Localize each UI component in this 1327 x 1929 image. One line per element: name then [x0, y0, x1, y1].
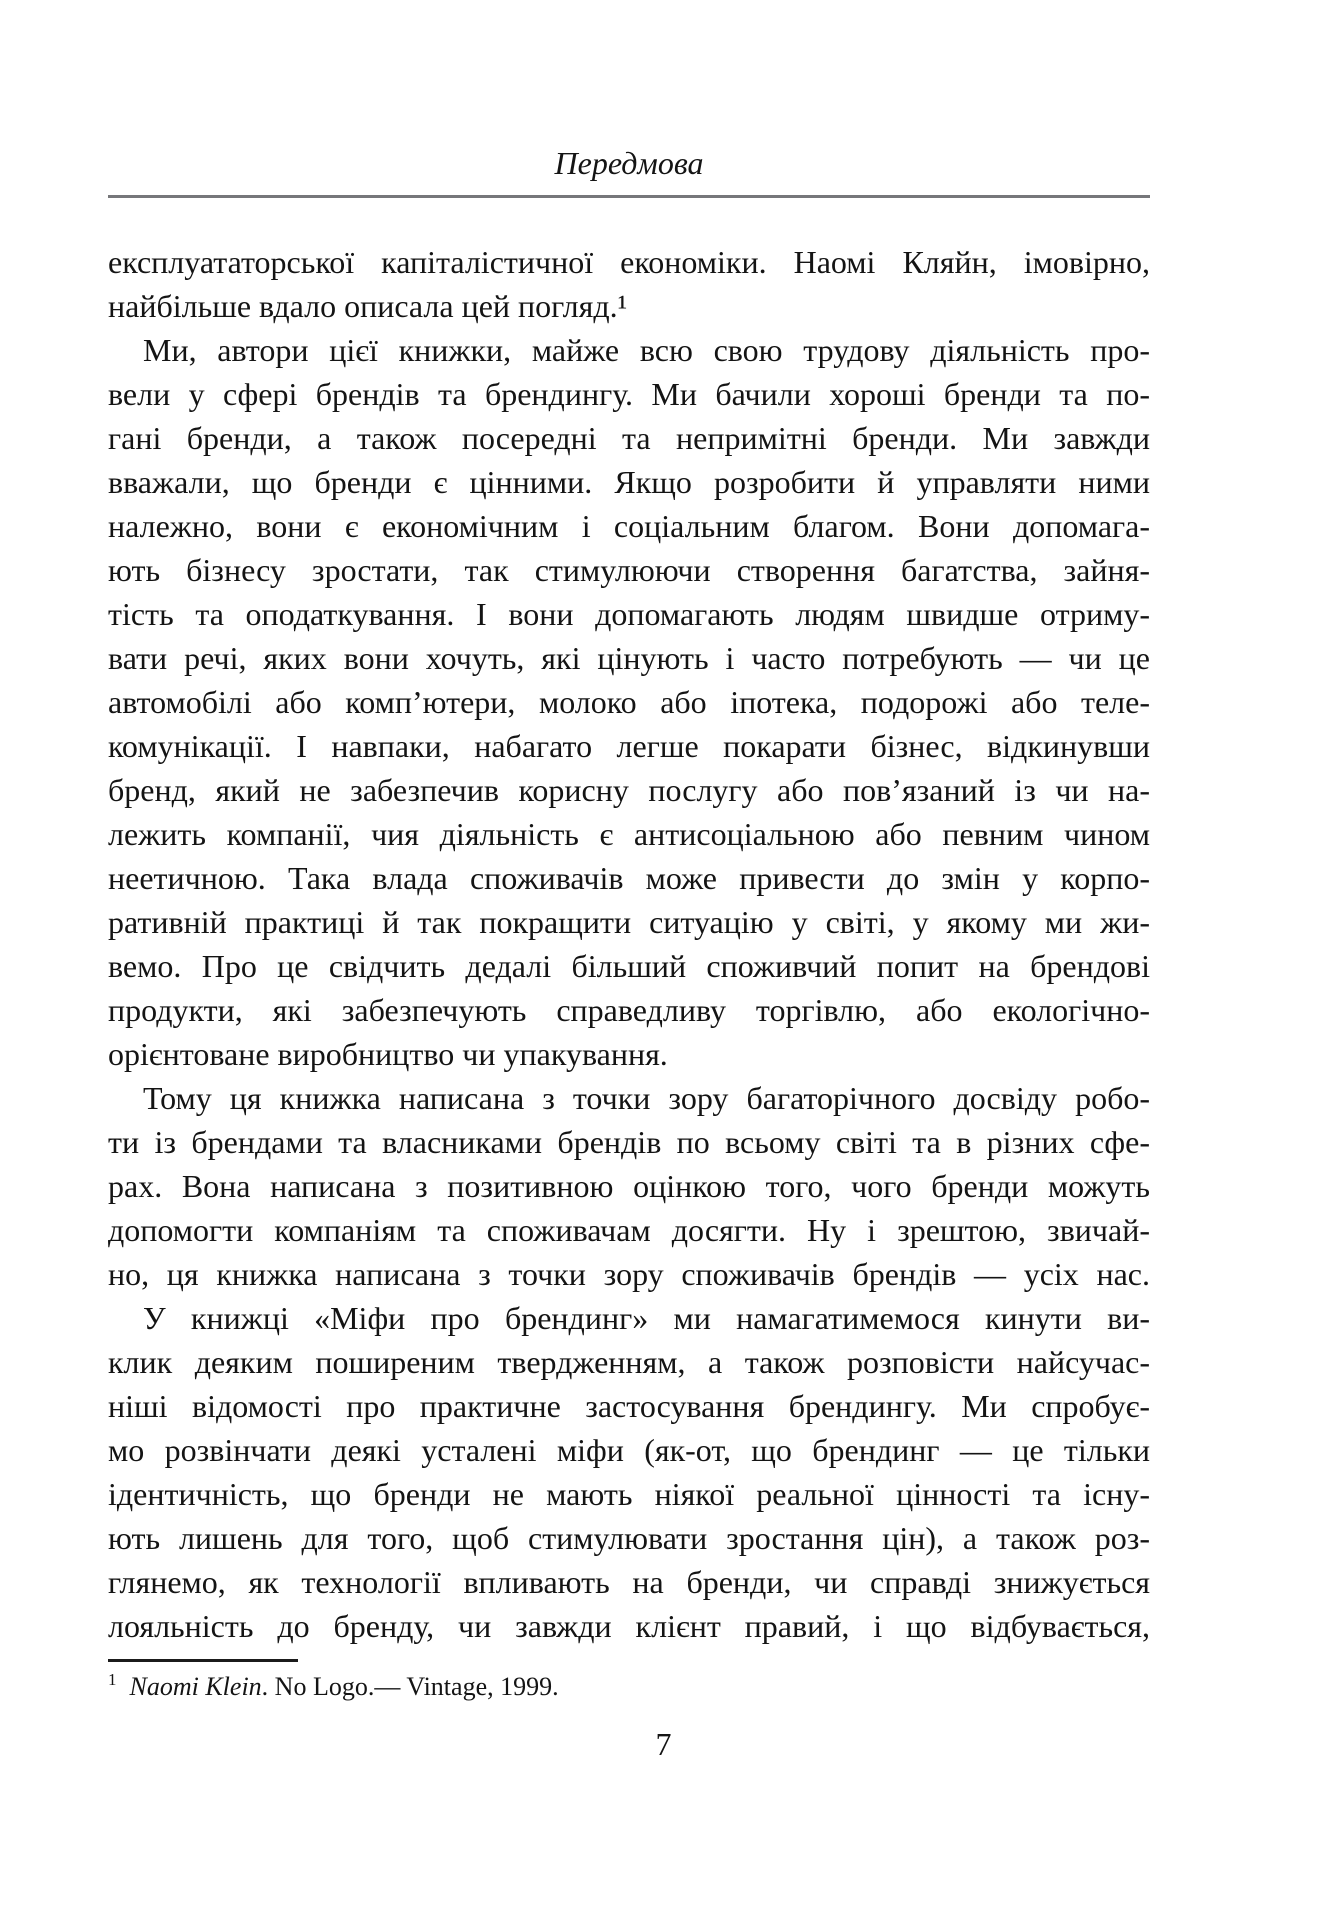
page-number: 7: [655, 1726, 672, 1762]
text-line: вели у сфері брендів та брендингу. Ми бачили хороші бренди та по-: [108, 376, 1150, 412]
text-line: ють бізнесу зростати, так стимулюючи створення багатства, зайня-: [108, 552, 1150, 588]
footnote-rule: [108, 1659, 298, 1662]
footnote: [108, 1668, 1150, 1706]
text-line: гані бренди, а також посередні та непримітні бренди. Ми завжди: [108, 420, 1150, 456]
text-line: комунікації. І навпаки, набагато легше покарати бізнес, відкинувши: [108, 728, 1150, 764]
text-line: неетичною. Така влада споживачів може привести до змін у корпо-: [108, 860, 1150, 896]
footnote-author: Naomi Klein: [129, 1672, 262, 1701]
footnote-marker: 1: [108, 1670, 117, 1690]
text-line: вати речі, яких вони хочуть, які цінують і часто потребують — чи це: [108, 640, 1150, 676]
text-line: мо розвінчати деякі усталені міфи (як-от, що брендинг — це тільки: [108, 1432, 1150, 1468]
text-line: ти із брендами та власниками брендів по всьому світі та в різних сфе-: [108, 1124, 1150, 1160]
footnote-text: . No Logo.— Vintage, 1999.: [261, 1672, 559, 1701]
text-line: ративній практиці й так покращити ситуацію у світі, у якому ми жи-: [108, 904, 1150, 940]
text-line: найбільше вдало описала цей погляд.¹: [108, 288, 628, 324]
text-line: но, ця книжка написана з точки зору споживачів брендів — усіх нас.: [108, 1256, 1150, 1292]
text-line: продукти, які забезпечують справедливу торгівлю, або екологічно-: [108, 992, 1150, 1028]
text-line: глянемо, як технології впливають на бренди, чи справді знижується: [108, 1564, 1150, 1600]
text-line: ідентичність, що бренди не мають ніякої реальної цінності та існу-: [108, 1476, 1150, 1512]
text-line: автомобілі або комп’ютери, молоко або іпотека, подорожі або теле-: [108, 684, 1150, 720]
text-line: тість та оподаткування. І вони допомагають людям швидше отриму-: [108, 596, 1150, 632]
text-line: Тому ця книжка написана з точки зору багаторічного досвіду робо-: [143, 1080, 1150, 1116]
text-line: ніші відомості про практичне застосування брендингу. Ми спробує-: [108, 1388, 1150, 1424]
text-line: рах. Вона написана з позитивною оцінкою того, чого бренди можуть: [108, 1168, 1150, 1204]
running-head: Передмова: [554, 145, 704, 181]
text-line: вемо. Про це свідчить дедалі більший споживчий попит на брендові: [108, 948, 1150, 984]
text-line: вважали, що бренди є цінними. Якщо розробити й управляти ними: [108, 464, 1150, 500]
text-line: лояльність до бренду, чи завжди клієнт правий, і що відбувається,: [108, 1608, 1150, 1644]
text-line: бренд, який не забезпечив корисну послугу або пов’язаний із чи на-: [108, 772, 1150, 808]
header-rule: [108, 195, 1150, 198]
text-line: ють лишень для того, щоб стимулювати зростання цін), а також роз-: [108, 1520, 1150, 1556]
text-line: лежить компанії, чия діяльність є антисоціальною або певним чином: [108, 816, 1150, 852]
text-line: орієнтоване виробництво чи упакування.: [108, 1036, 668, 1072]
text-line: клик деяким поширеним твердженням, а також розповісти найсучас-: [108, 1344, 1150, 1380]
text-line: допомогти компаніям та споживачам досягти. Ну і зрештою, звичай-: [108, 1212, 1150, 1248]
text-line: експлуататорської капіталістичної економіки. Наомі Кляйн, імовірно,: [108, 244, 1150, 280]
text-line: У книжці «Міфи про брендинг» ми намагатимемося кинути ви-: [143, 1300, 1150, 1336]
text-line: належно, вони є економічним і соціальним благом. Вони допомага-: [108, 508, 1150, 544]
body-text: [108, 240, 1150, 1648]
text-line: Ми, автори цієї книжки, майже всю свою трудову діяльність про-: [143, 332, 1150, 368]
